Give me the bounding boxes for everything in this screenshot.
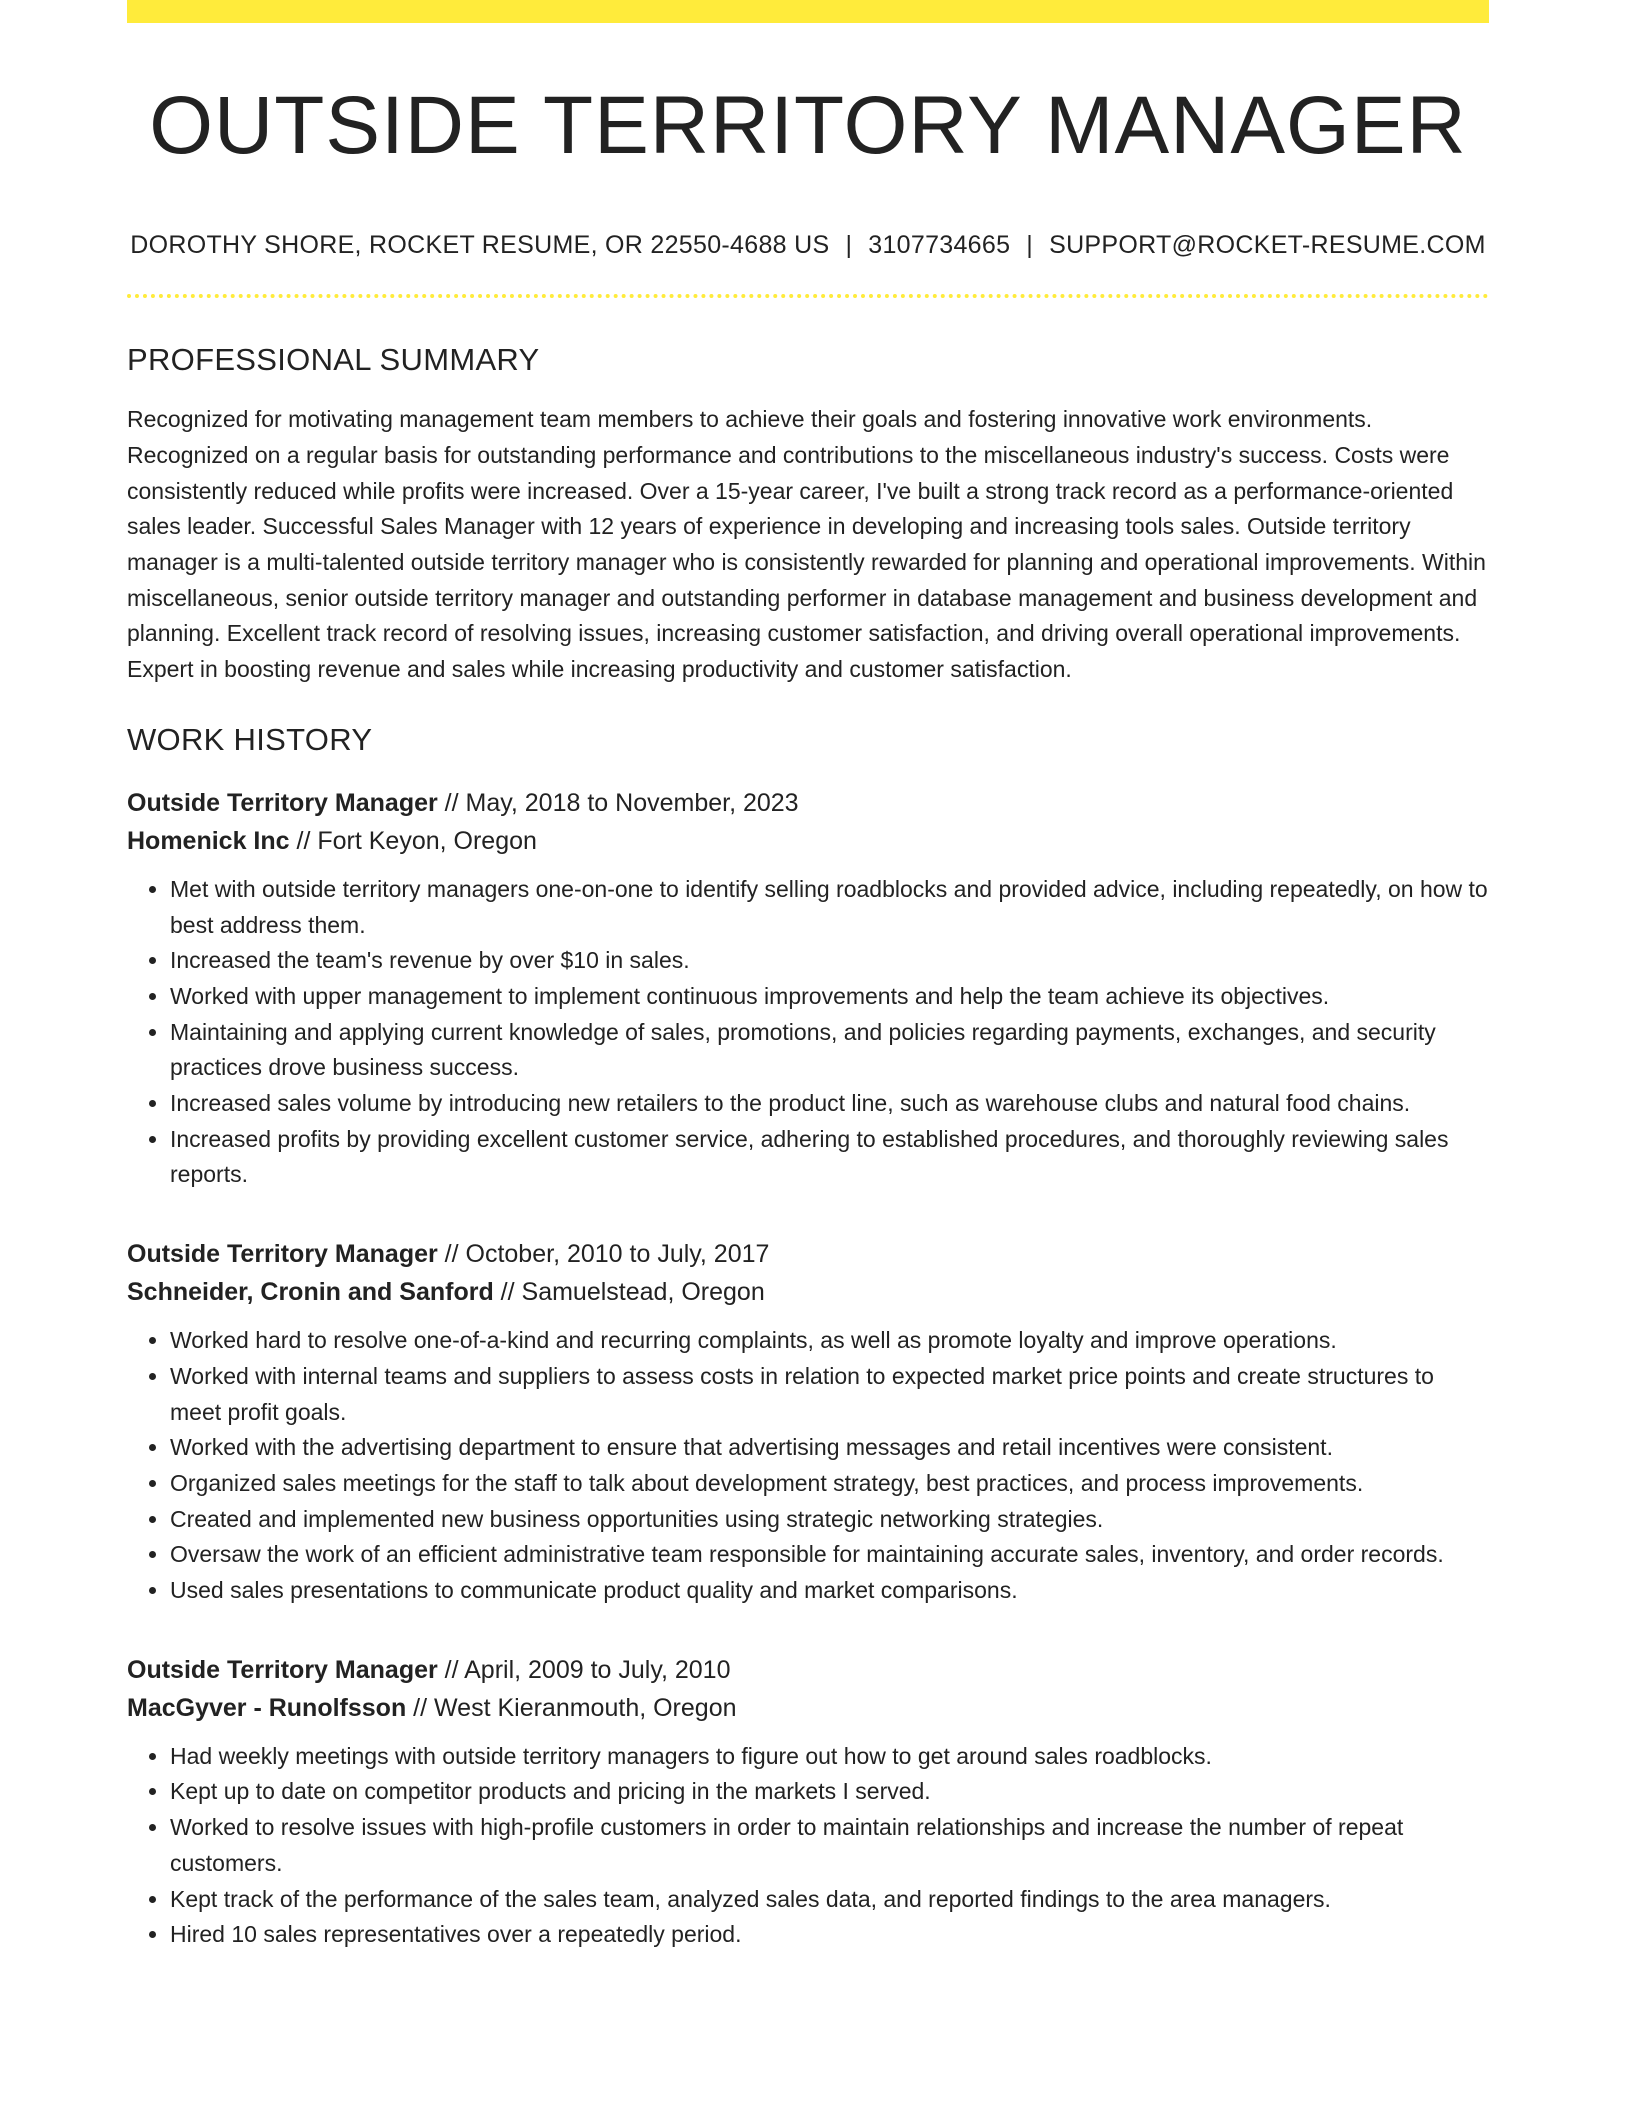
work-history-list (127, 784, 1489, 1953)
job-company-line (127, 822, 1489, 860)
job-company-line (127, 1273, 1489, 1311)
job-bullet: • Had weekly meetings with outside territory managers to figure out how to get around sales roadblocks. (170, 1739, 1489, 1775)
job-company: MacGyver - Runolfsson (127, 1693, 407, 1722)
job-separator: // (437, 788, 466, 817)
dotted-divider (127, 294, 1489, 298)
summary-heading: PROFESSIONAL SUMMARY (127, 342, 540, 378)
job-separator: // (406, 1693, 435, 1722)
job-location: Fort Keyon, Oregon (317, 826, 537, 855)
job-bullets (127, 1739, 1489, 1953)
job-bullet: • Organized sales meetings for the staff to talk about development strategy, best practices, and process improvements. (170, 1466, 1489, 1502)
job-dates: April, 2009 to July, 2010 (464, 1655, 731, 1684)
job-location: Samuelstead, Oregon (521, 1278, 765, 1307)
contact-phone: 3107734665 (868, 231, 1011, 260)
job-bullets (127, 1323, 1489, 1609)
job-bullet: • Increased profits by providing excellent customer service, adhering to established procedures, and thoroughly reviewing sales reports. (170, 1122, 1489, 1193)
job-bullet: • Increased the team's revenue by over $10 in sales. (170, 943, 1489, 979)
resume-title: OUTSIDE TERRITORY MANAGER (149, 80, 1467, 171)
job-bullet: • Hired 10 sales representatives over a repeatedly period. (170, 1917, 1489, 1953)
job-bullet: • Worked to resolve issues with high-profile customers in order to maintain relationships and increase the number of repeat customers. (170, 1810, 1489, 1881)
job-separator: // (289, 826, 318, 855)
job-bullet: • Oversaw the work of an efficient administrative team responsible for maintaining accurate sales, inventory, and order records. (170, 1537, 1489, 1573)
job-title: Outside Territory Manager (127, 1240, 438, 1269)
job-separator: // (493, 1278, 522, 1307)
job-bullets (127, 872, 1489, 1193)
contact-separator: | (1026, 231, 1034, 260)
job-company-line (127, 1689, 1489, 1727)
job-entry (127, 1235, 1489, 1609)
accent-bar (127, 0, 1489, 23)
resume-page (127, 0, 1489, 1953)
job-title: Outside Territory Manager (127, 788, 438, 817)
job-bullet: • Worked with internal teams and suppliers to assess costs in relation to expected market price points and create structures to meet profit goals. (170, 1359, 1489, 1430)
contact-separator: | (845, 231, 853, 260)
job-title: Outside Territory Manager (127, 1655, 438, 1684)
work-history-heading: WORK HISTORY (127, 721, 373, 757)
job-bullet: • Worked with the advertising department to ensure that advertising messages and retail incentives were consistent. (170, 1430, 1489, 1466)
job-entry (127, 1651, 1489, 1953)
job-location: West Kieranmouth, Oregon (434, 1693, 737, 1722)
job-dates: October, 2010 to July, 2017 (465, 1240, 770, 1269)
job-title-line (127, 1651, 1489, 1689)
job-separator: // (437, 1655, 465, 1684)
job-title-line (127, 1235, 1489, 1273)
contact-email: SUPPORT@ROCKET-RESUME.COM (1049, 231, 1486, 260)
job-bullet: • Increased sales volume by introducing new retailers to the product line, such as warehouse clubs and natural food chains. (170, 1086, 1489, 1122)
job-bullet: • Used sales presentations to communicate product quality and market comparisons. (170, 1573, 1489, 1609)
job-bullet: • Met with outside territory managers one-on-one to identify selling roadblocks and provided advice, including repeatedly, on how to best address them. (170, 872, 1489, 943)
job-bullet: • Kept up to date on competitor products and pricing in the markets I served. (170, 1774, 1489, 1810)
job-bullet: • Worked with upper management to implement continuous improvements and help the team achieve its objectives. (170, 979, 1489, 1015)
job-company: Homenick Inc (127, 826, 290, 855)
job-separator: // (437, 1240, 466, 1269)
job-bullet: • Maintaining and applying current knowledge of sales, promotions, and policies regarding payments, exchanges, and security practices drove business success. (170, 1015, 1489, 1086)
job-dates: May, 2018 to November, 2023 (465, 788, 799, 817)
job-bullet: • Worked hard to resolve one-of-a-kind and recurring complaints, as well as promote loyalty and improve operations. (170, 1323, 1489, 1359)
job-entry (127, 784, 1489, 1193)
contact-line (127, 231, 1489, 260)
summary-text: Recognized for motivating management team members to achieve their goals and fostering innovative work environments. Recognized on a regular basis for outstanding performance and contributions to the miscellaneous industry's success. Costs were consistently reduced while profits were increased. Over a 15-year career, I've built a strong track record as a performance-oriented sales leader. Successful Sales Manager with 12 years of experience in developing and increasing tools sales. Outside territory manager is a multi-talented outside territory manager who is consistently rewarded for planning and operational improvements. Within miscellaneous, senior outside territory manager and outstanding performer in database management and business development and planning. Excellent track record of resolving issues, increasing customer satisfaction, and driving overall operational improvements. Expert in boosting revenue and sales while increasing productivity and customer satisfaction. (127, 406, 1486, 683)
job-bullet: • Kept track of the performance of the sales team, analyzed sales data, and reported findings to the area managers. (170, 1882, 1489, 1918)
job-company: Schneider, Cronin and Sanford (127, 1278, 494, 1307)
contact-address: DOROTHY SHORE, ROCKET RESUME, OR 22550-4688 US (130, 231, 830, 260)
job-bullet: • Created and implemented new business opportunities using strategic networking strategies. (170, 1502, 1489, 1538)
job-title-line (127, 784, 1489, 822)
